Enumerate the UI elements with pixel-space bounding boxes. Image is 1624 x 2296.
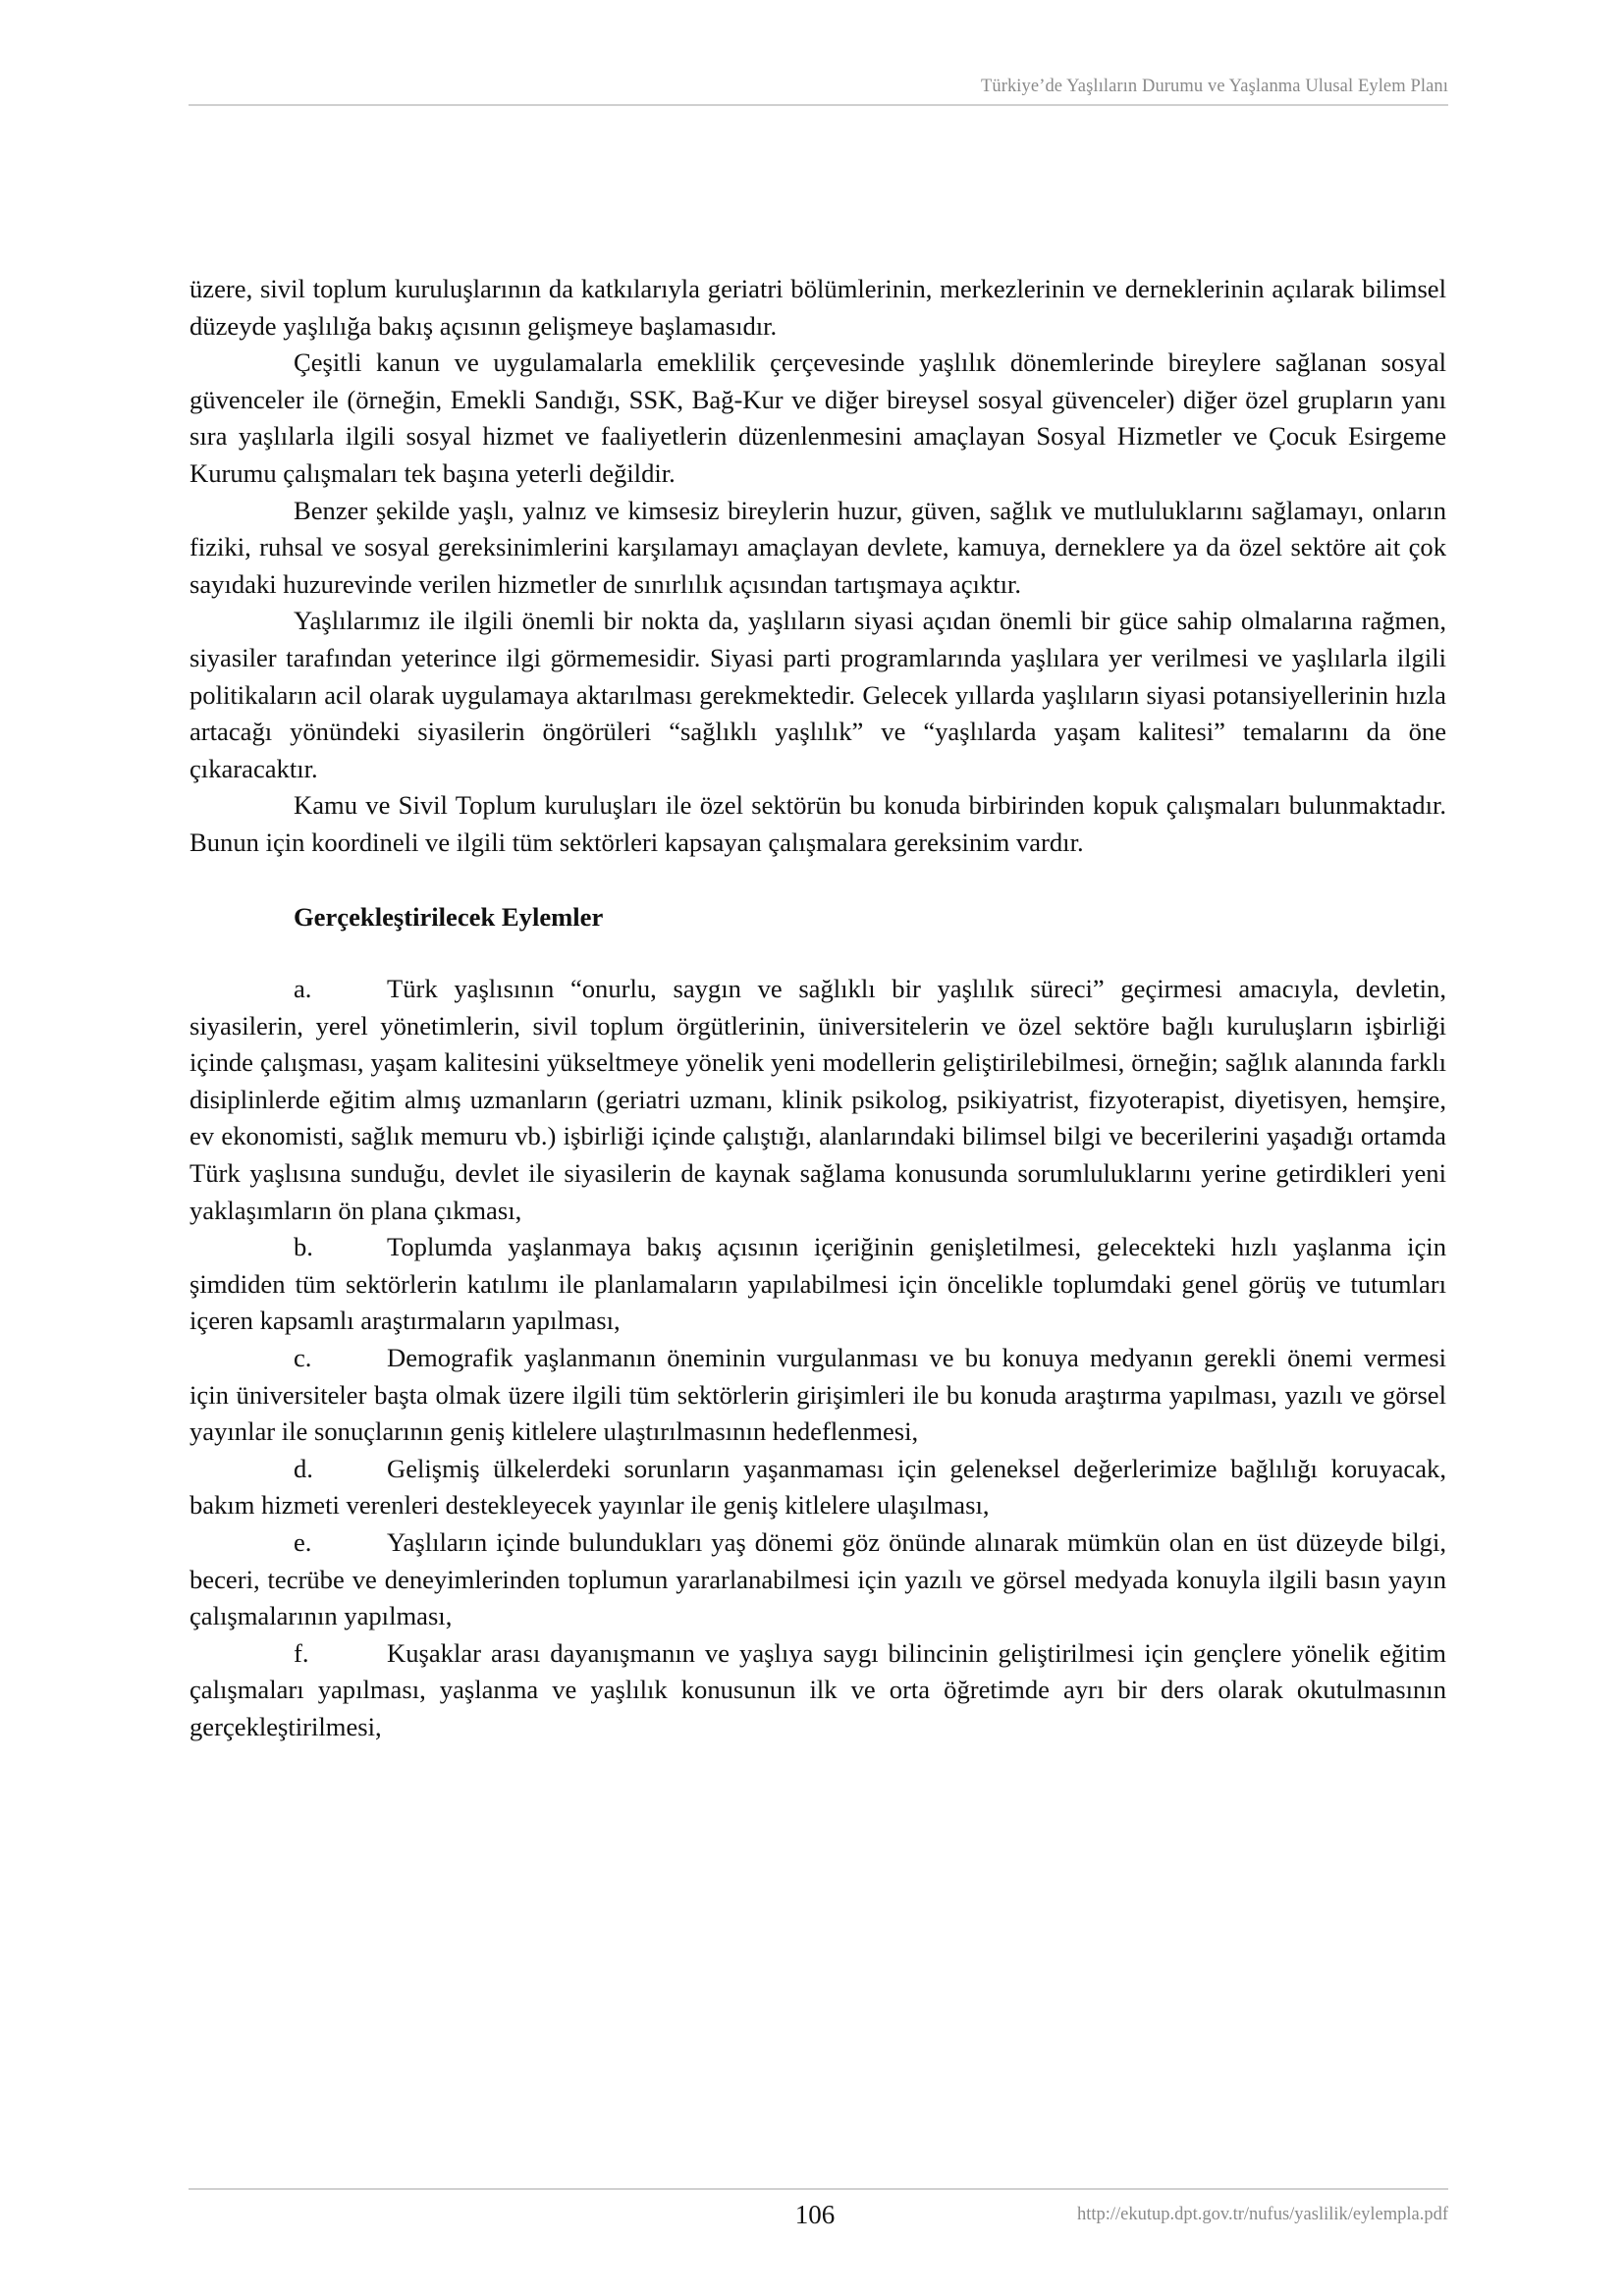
- action-item-e: [189, 1524, 1446, 1635]
- header-divider: [189, 104, 1448, 106]
- paragraph-continuation: üzere, sivil toplum kuruluşlarının da katkılarıyla geriatri bölümlerinin, merkezlerinin ve derneklerinin açılarak bilimsel düzeyde yaşlılığa bakış açısının gelişmeye başlamasıdır.: [189, 274, 1446, 341]
- action-letter: e.: [294, 1527, 312, 1557]
- action-item-f: [189, 1635, 1446, 1746]
- action-text: Türk yaşlısının “onurlu, saygın ve sağlıklı bir yaşlılık süreci” geçirmesi amacıyla, devletin, siyasilerin, yerel yönetimlerin, sivil toplum örgütlerinin, üniversitelerin ve özel sektöre bağlı kuruluşların işbirliği içinde çalışması, yaşam kalitesini yükseltmeye yönelik yeni modellerin geliştirilebilmesi, örneğin; sağlık alanında farklı disiplinlerde eğitim almış uzmanların (geriatri uzmanı, klinik psikolog, psikiyatrist, fizyoterapist, diyetisyen, hemşire, ev ekonomisti, sağlık memuru vb.) işbirliği içinde çalıştığı, alanlarındaki bilimsel bilgi ve becerilerini yaşadığı ortamda Türk yaşlısına sunduğu, devlet ile siyasilerin de kaynak sağlama konusunda sorumluluklarını yerine getirdikleri yeni yaklaşımların ön plana çıkması,: [189, 974, 1446, 1225]
- action-letter: b.: [294, 1232, 313, 1262]
- paragraph: Benzer şekilde yaşlı, yalnız ve kimsesiz bireylerin huzur, güven, sağlık ve mutluluklarını sağlamayı, onların fiziki, ruhsal ve sosyal gereksinimlerini karşılamayı amaçlayan devlete, kamuya, derneklere ya da özel sektöre ait çok sayıdaki huzurevinde verilen hizmetler de sınırlılık açısından tartışmaya açıktır.: [189, 495, 1446, 599]
- action-letter: a.: [294, 974, 312, 1004]
- action-item-a: [189, 971, 1446, 1229]
- document-body: [189, 271, 1446, 1746]
- running-header-title: Türkiye’de Yaşlıların Durumu ve Yaşlanma Ulusal Eylem Planı: [980, 77, 1448, 96]
- section-heading: Gerçekleştirilecek Eylemler: [294, 901, 604, 932]
- action-item-b: [189, 1229, 1446, 1340]
- action-text: Toplumda yaşlanmaya bakış açısının içeriğinin genişletilmesi, gelecekteki hızlı yaşlanma için şimdiden tüm sektörlerin katılımı ile planlamaların yapılabilmesi için öncelikle toplumdaki genel görüş ve tutumları içeren kapsamlı araştırmaların yapılması,: [189, 1232, 1446, 1336]
- paragraph: Kamu ve Sivil Toplum kuruluşları ile özel sektörün bu konuda birbirinden kopuk çalışmaları bulunmaktadır. Bunun için koordineli ve ilgili tüm sektörleri kapsayan çalışmalara gereksinim vardır.: [189, 790, 1446, 857]
- action-item-d: [189, 1451, 1446, 1524]
- action-letter: f.: [294, 1637, 309, 1668]
- source-url: http://ekutup.dpt.gov.tr/nufus/yaslilik/eylempla.pdf: [1076, 2205, 1448, 2224]
- action-letter: d.: [294, 1453, 313, 1483]
- action-text: Yaşlıların içinde bulundukları yaş dönemi göz önünde alınarak mümkün olan en üst düzeyde bilgi, beceri, tecrübe ve deneyimlerinden toplumun yararlanabilmesi için yazılı ve görsel medyada konuyla ilgili basın yayın çalışmalarının yapılması,: [189, 1527, 1446, 1631]
- action-text: Kuşaklar arası dayanışmanın ve yaşlıya saygı bilincinin geliştirilmesi için gençlere yönelik eğitim çalışmaları yapılması, yaşlanma ve yaşlılık konusunun ilk ve orta öğretimde ayrı bir ders olarak okutulmasının gerçekleştirilmesi,: [189, 1637, 1446, 1741]
- action-letter: c.: [294, 1343, 312, 1373]
- page-number: 106: [794, 2200, 836, 2229]
- action-text: Gelişmiş ülkelerdeki sorunların yaşanmaması için geleneksel değerlerimize bağlılığı koruyacak, bakım hizmeti verenleri destekleyecek yayınlar ile geniş kitlelere ulaşılması,: [189, 1453, 1446, 1521]
- paragraph: Çeşitli kanun ve uygulamalarla emeklilik çerçevesinde yaşlılık dönemlerinde bireylere sağlanan sosyal güvenceler ile (örneğin, Emekli Sandığı, SSK, Bağ-Kur ve diğer bireysel sosyal güvenceler) diğer özel grupların yanı sıra yaşlılarla ilgili sosyal hizmet ve faaliyetlerin düzenlenmesini amaçlayan Sosyal Hizmetler ve Çocuk Esirgeme Kurumu çalışmaları tek başına yeterli değildir.: [189, 347, 1446, 488]
- action-text: Demografik yaşlanmanın öneminin vurgulanması ve bu konuya medyanın gerekli önemi vermesi için üniversiteler başta olmak üzere ilgili tüm sektörlerin girişimleri ile bu konuda araştırma yapılması, yazılı ve görsel yayınlar ile sonuçlarının geniş kitlelere ulaştırılmasının hedeflenmesi,: [189, 1343, 1446, 1447]
- footer-divider: [189, 2188, 1448, 2190]
- action-item-c: [189, 1340, 1446, 1451]
- paragraph: Yaşlılarımız ile ilgili önemli bir nokta da, yaşlıların siyasi açıdan önemli bir güce sahip olmalarına rağmen, siyasiler tarafından yeterince ilgi görmemesidir. Siyasi parti programlarında yaşlılara yer verilmesi ve yaşlılarla ilgili politikaların acil olarak uygulamaya aktarılması gerekmektedir. Gelecek yıllarda yaşlıların siyasi potansiyellerinin hızla artacağı yönündeki siyasilerin öngörüleri “sağlıklı yaşlılık” ve “yaşlılarda yaşam kalitesi” temalarını da öne çıkaracaktır.: [189, 606, 1446, 783]
